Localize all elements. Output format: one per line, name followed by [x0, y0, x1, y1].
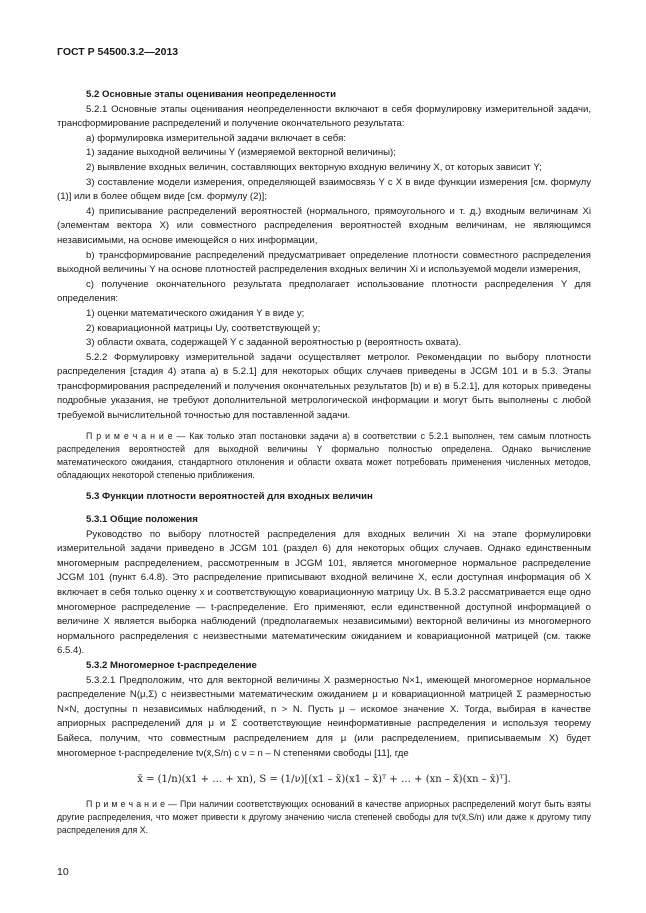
- page-number: 10: [57, 866, 69, 878]
- body-paragraph: c) получение окончательного результата предполагает использование плотности распределения Y для определения:: [57, 278, 591, 305]
- note-paragraph: П р и м е ч а н и е — Как только этап постановки задачи a) в соответствии с 5.2.1 выполнен, тем самым плотность распределения вероятностей для выходной величины Y формально полностью определена. Однако вычисление математического ожидания, стандартного отклонения и области охвата может потребовать применения численных методов, обладающих некоторой степенью приближения.: [57, 430, 591, 481]
- section-heading: 5.3 Функции плотности вероятностей для входных величин: [86, 491, 373, 503]
- section-heading: 5.3.2 Многомерное t-распределение: [86, 660, 257, 671]
- section-heading: 5.2 Основные этапы оценивания неопределенности: [86, 89, 337, 100]
- body-paragraph: 3) области охвата, содержащей Y с заданной вероятностью p (вероятность охвата).: [86, 337, 462, 349]
- body-paragraph: 1) оценки математического ожидания Y в виде y;: [86, 307, 305, 319]
- section-heading: 5.3.1 Общие положения: [86, 514, 198, 526]
- body-paragraph: 5.3.2.1 Предположим, что для векторной величины X размерностью N×1, имеющей многомерное нормальное распределение N(μ,Σ) с неизвестными математическим ожиданием μ и ковариационной матрицей Σ размерностью N×N, доступны n независимых наблюдений, n > N. Пусть μ – искомое значение X. Тогда, выбирая в качестве априорных распределений для μ и Σ соответствующие неинформативные распределения и используя теорему Байеса, получим, что совместным распределением для μ (или распределением, приписываемым X) будет многомерное t-распределение tν(x̄,S/n) с ν = n – N степенями свободы [11], где: [57, 674, 591, 759]
- body-paragraph: 1) задание выходной величины Y (измеряемой векторной величины);: [86, 147, 396, 159]
- body-paragraph: Руководство по выбору плотностей распределения для входных величин Xi на этапе формулировки измерительной задачи приведено в JCGM 101 (раздел 6) для некоторых общих случаев. Однако единственным многомерным распределением, рассмотренным в JCGM 101, является многомерное нормальное распределение JCGM 101 (пункт 6.4.8). Это распределение приписывают входной величине X, если доступная информация об X включает в себя только оценку x и соответствующую ковариационную матрицу Ux. В 5.3.2 рассматривается еще одно многомерное распределение — t-распределение. Его применяют, если единственной доступной информацией о величине X является выборка наблюдений (предполагаемых независимыми) векторной величины из многомерного нормального распределения с неизвестными математическим ожиданием и ковариационной матрицей (см. также 6.5.4).: [57, 528, 591, 657]
- body-paragraph: b) трансформирование распределений предусматривает определение плотности совместного распределения выходной величины Y на основе плотностей распределения входных величин Xi и используемой модели измерения,: [57, 249, 591, 276]
- body-paragraph: a) формулировка измерительной задачи включает в себя:: [86, 132, 346, 144]
- body-paragraph: 3) составление модели измерения, определяющей взаимосвязь Y с X в виде функции измерения [см. формулу (1)] или в более общем виде [см. формулу (2)];: [57, 176, 591, 203]
- formula: x̄ = (1/n)(x1 + … + xn), S = (1/ν)[(x1 – x̄)(x1 – x̄)ᵀ + … + (xn – x̄)(xn – x̄)ᵀ].: [137, 774, 511, 786]
- body-paragraph: 5.2.2 Формулировку измерительной задачи осуществляет метролог. Рекомендации по выбору плотности распределения [стадия 4) этапа a) в 5.2.1] для некоторых общих случаев приведены в JCGM 101 и в 5.3. Этапы трансформирования распределений и получения окончательных результатов [b) и в) в 5.2.1], для которых приведены подробные указания, не требуют дополнительной метрологической информации и могут быть выполнены с любой требуемой вычислительной точностью для поставленной задачи.: [57, 351, 591, 422]
- page-header: ГОСТ Р 54500.3.2—2013: [57, 46, 179, 58]
- body-paragraph: 4) приписывание распределений вероятностей (нормального, прямоугольного и т. д.) входным величинам Xi (элементам вектора X) или совместного распределения вероятностей входным величинам, не являющимся независимыми, на основе имеющейся о них информации,: [57, 205, 591, 246]
- body-paragraph: 2) ковариационной матрицы Uy, соответствующей y;: [86, 322, 321, 334]
- note-paragraph: П р и м е ч а н и е — При наличии соответствующих оснований в качестве априорных распределений могут быть взяты другие распределения, что может привести к другому значению числа степеней свободы для tν(x̄,S/n) или даже к другому типу распределения для X.: [57, 798, 591, 836]
- document-body: [57, 80, 591, 837]
- body-paragraph: 5.2.1 Основные этапы оценивания неопределенности включают в себя формулировку измерительной задачи, трансформирование распределений и получение окончательного результата:: [57, 103, 591, 130]
- body-paragraph: 2) выявление входных величин, составляющих векторную входную величину X, от которых зависит Y;: [86, 161, 542, 173]
